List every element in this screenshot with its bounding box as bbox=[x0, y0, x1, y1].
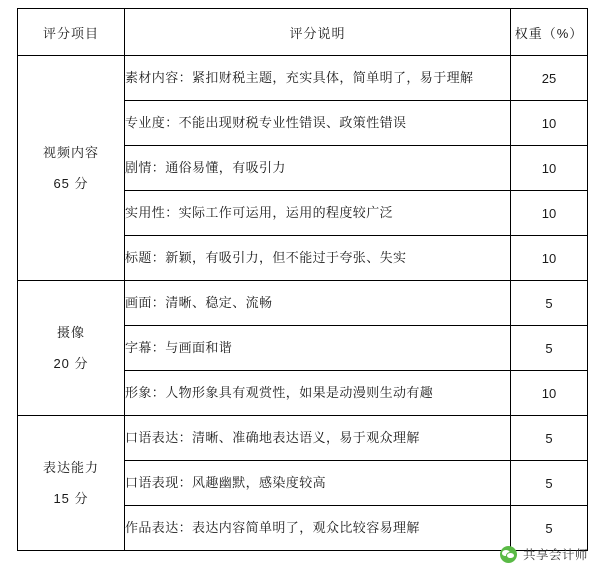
criterion-description: 字幕：与画面和谐 bbox=[125, 326, 511, 371]
criterion-weight: 5 bbox=[511, 461, 588, 506]
wechat-icon bbox=[500, 546, 517, 563]
table-row bbox=[18, 416, 588, 461]
category-score: 65 分 bbox=[53, 176, 89, 191]
criterion-description: 形象：人物形象具有观赏性，如果是动漫则生动有趣 bbox=[125, 371, 511, 416]
criterion-description: 剧情：通俗易懂，有吸引力 bbox=[125, 146, 511, 191]
category-name: 摄像 bbox=[56, 324, 85, 340]
criterion-weight: 10 bbox=[511, 191, 588, 236]
criterion-description: 画面：清晰、稳定、流畅 bbox=[125, 281, 511, 326]
criterion-weight: 5 bbox=[511, 326, 588, 371]
category-name: 表达能力 bbox=[42, 459, 99, 475]
criterion-weight: 5 bbox=[511, 506, 588, 551]
criterion-description: 标题：新颖，有吸引力，但不能过于夸张、失实 bbox=[125, 236, 511, 281]
header-description: 评分说明 bbox=[125, 9, 511, 56]
header-category: 评分项目 bbox=[18, 9, 125, 56]
category-cell-video bbox=[18, 56, 125, 281]
criterion-description: 实用性：实际工作可运用，运用的程度较广泛 bbox=[125, 191, 511, 236]
category-cell-camera bbox=[18, 281, 125, 416]
criterion-description: 素材内容：紧扣财税主题，充实具体，简单明了，易于理解 bbox=[125, 56, 511, 101]
category-score: 15 分 bbox=[53, 491, 89, 506]
brand-name: 共享会计师 bbox=[522, 548, 588, 562]
table-body bbox=[18, 56, 588, 551]
category-cell-expression bbox=[18, 416, 125, 551]
footer bbox=[0, 545, 604, 566]
criterion-weight: 5 bbox=[511, 416, 588, 461]
brand-watermark bbox=[500, 545, 588, 563]
table-row bbox=[18, 56, 588, 101]
criterion-weight: 5 bbox=[511, 281, 588, 326]
category-name: 视频内容 bbox=[42, 144, 99, 160]
scoring-rubric-table bbox=[17, 8, 588, 551]
criterion-description: 专业度：不能出现财税专业性错误、政策性错误 bbox=[125, 101, 511, 146]
criterion-description: 口语表现：风趣幽默，感染度较高 bbox=[125, 461, 511, 506]
criterion-weight: 10 bbox=[511, 101, 588, 146]
table-row bbox=[18, 281, 588, 326]
criterion-weight: 10 bbox=[511, 236, 588, 281]
criterion-weight: 25 bbox=[511, 56, 588, 101]
category-score: 20 分 bbox=[53, 356, 89, 371]
table-header bbox=[18, 9, 588, 56]
rubric-sheet bbox=[17, 8, 587, 551]
criterion-description: 口语表达：清晰、准确地表达语义，易于观众理解 bbox=[125, 416, 511, 461]
criterion-description: 作品表达：表达内容简单明了，观众比较容易理解 bbox=[125, 506, 511, 551]
header-row bbox=[18, 9, 588, 56]
header-weight: 权重（%） bbox=[511, 9, 588, 56]
criterion-weight: 10 bbox=[511, 146, 588, 191]
criterion-weight: 10 bbox=[511, 371, 588, 416]
